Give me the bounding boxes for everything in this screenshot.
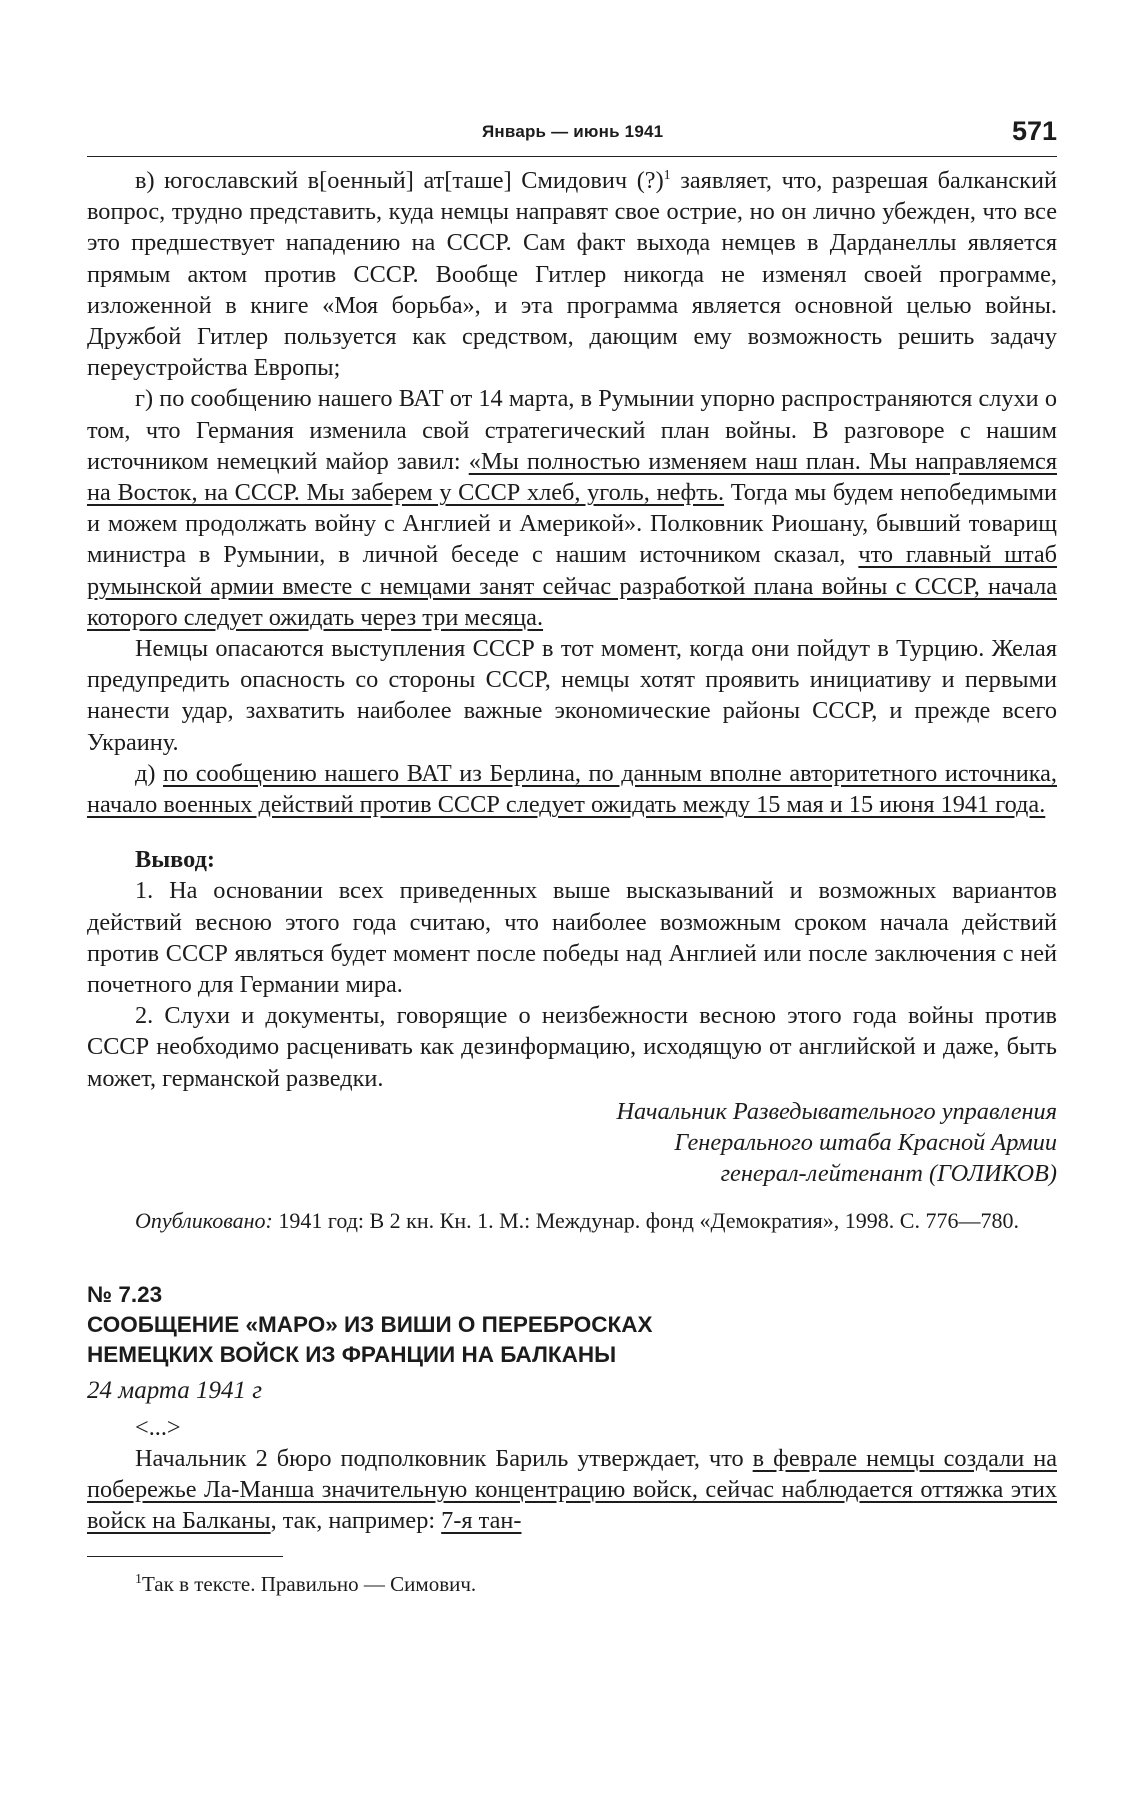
conclusion-text xyxy=(87,875,1057,1093)
paragraph-nemtsy: Немцы опасаются выступления СССР в тот момент, когда они пойдут в Турцию. Желая предупредить опасность со стороны СССР, немцы хотят проявить инициативу и первыми нанести удар, захватить наиболее важные экономические районы СССР, и прежде всего Украину. xyxy=(87,635,1057,756)
underlined-troops-report: в феврале немцы создали на побережье Ла-Манша значительную концентрацию войск, сейчас наблюдается оттяжка этих войск на Балканы xyxy=(87,1444,1057,1535)
book-page xyxy=(87,116,1057,1599)
underlined-statement: что главный штаб румынской армии вместе с немцами занят сейчас разработкой плана войны с СССР, начала которого следует ожидать через три месяца. xyxy=(87,541,1057,631)
running-head xyxy=(87,116,1057,157)
document-heading xyxy=(87,1280,1057,1370)
published-source: 1941 год: В 2 кн. Кн. 1. М.: Междунар. фонд «Демократия», 1998. С. 776—780. xyxy=(272,1207,1019,1233)
footnote-mark: 1 xyxy=(135,1572,142,1588)
conclusion-heading: Вывод: xyxy=(135,846,215,874)
signature-block xyxy=(87,1096,1057,1190)
document-text xyxy=(87,1412,1057,1537)
conclusion-item-1: 1. На основании всех приведенных выше высказываний и возможных вариантов действий весною этого года считаю, что наиболее возможным сроком начала действий против СССР являться будет момент после победы над Англией или после заключения с ней почетного для Германии мира. xyxy=(87,877,1057,999)
document-title-line-2: НЕМЕЦКИХ ВОЙСК ИЗ ФРАНЦИИ НА БАЛКАНЫ xyxy=(87,1341,617,1367)
paragraph-d xyxy=(87,758,1057,820)
ellipsis: <...> xyxy=(135,1413,181,1441)
footnote-text: Так в тексте. Правильно — Симович. xyxy=(142,1572,477,1597)
signature-line-3: генерал-лейтенант (ГОЛИКОВ) xyxy=(720,1160,1057,1188)
paragraph-g-text: г) по сообщению нашего ВАТ от 14 марта, в Румынии упорно распространяются слухи о том, что Германия изменила свой стратегический план войны. В разговоре с нашим источником немецкий майор завил: xyxy=(87,385,1057,475)
signature-line-2: Генерального штаба Красной Армии xyxy=(674,1129,1057,1157)
footnote xyxy=(87,1569,1057,1599)
document-date: 24 марта 1941 г xyxy=(87,1376,262,1404)
document-title-line-1: СООБЩЕНИЕ «МАРО» ИЗ ВИШИ О ПЕРЕБРОСКАХ xyxy=(87,1311,653,1337)
footnote-divider xyxy=(87,1556,283,1557)
paragraph-v xyxy=(87,165,1057,383)
paragraph-v-text-cont: заявляет, что, разрешая балканский вопрос, трудно представить, куда немцы направят свое острие, но он лично убежден, что все это предшествует нападению на СССР. Сам факт выхода немцев в Дарданеллы является прямым актом против СССР. Вообще Гитлер никогда не изменял своей программе, изложенной в книге «Моя борьба», и эта программа является основной целью войны. Дружбой Гитлер пользуется как средством, дающим ему возможность решить задачу переустройства Европы; xyxy=(87,167,1057,382)
underlined-report: по сообщению нашего ВАТ из Берлина, по данным вполне авторитетного источника, начало военных действий против СССР следует ожидать между 15 мая и 15 июня 1941 года. xyxy=(87,759,1057,819)
document-paragraph xyxy=(87,1443,1057,1537)
published-note xyxy=(87,1206,1057,1236)
footnote-ref: 1 xyxy=(663,167,671,183)
document-number: № 7.23 xyxy=(87,1281,163,1307)
main-text xyxy=(87,165,1057,820)
paragraph-d-label: д) xyxy=(135,759,164,787)
underlined-quote: «Мы полностью изменяем наш план. Мы направляемся на Восток, на СССР. Мы заберем у СССР хлеб, уголь, нефть. xyxy=(87,447,1057,507)
published-label: Опубликовано: xyxy=(135,1207,273,1233)
document-paragraph-text-cont: , так, например: xyxy=(270,1507,442,1535)
signature-line-1: Начальник Разведывательного управления xyxy=(616,1097,1057,1125)
document-paragraph-text: Начальник 2 бюро подполковник Бариль утверждает, что xyxy=(135,1444,753,1472)
running-head-title: Январь — июнь 1941 xyxy=(482,122,664,141)
underlined-tank-division: 7-я тан- xyxy=(441,1507,522,1535)
conclusion-item-2: 2. Слухи и документы, говорящие о неизбежности весною этого года войны против СССР необходимо расценивать как дезинформацию, исходящую от английской и даже, быть может, германской разведки. xyxy=(87,1002,1057,1092)
page-number: 571 xyxy=(1011,116,1057,146)
paragraph-v-text: в) югославский в[оенный] ат[таше] Смидович (?) xyxy=(135,167,664,194)
paragraph-g xyxy=(87,383,1057,633)
paragraph-g-text-cont: Тогда мы будем непобедимыми и можем продолжать войну с Англией и Америкой». Полковник Риошану, бывший товарищ министра в Румынии, в личной беседе с нашим источником сказал, xyxy=(87,479,1057,569)
